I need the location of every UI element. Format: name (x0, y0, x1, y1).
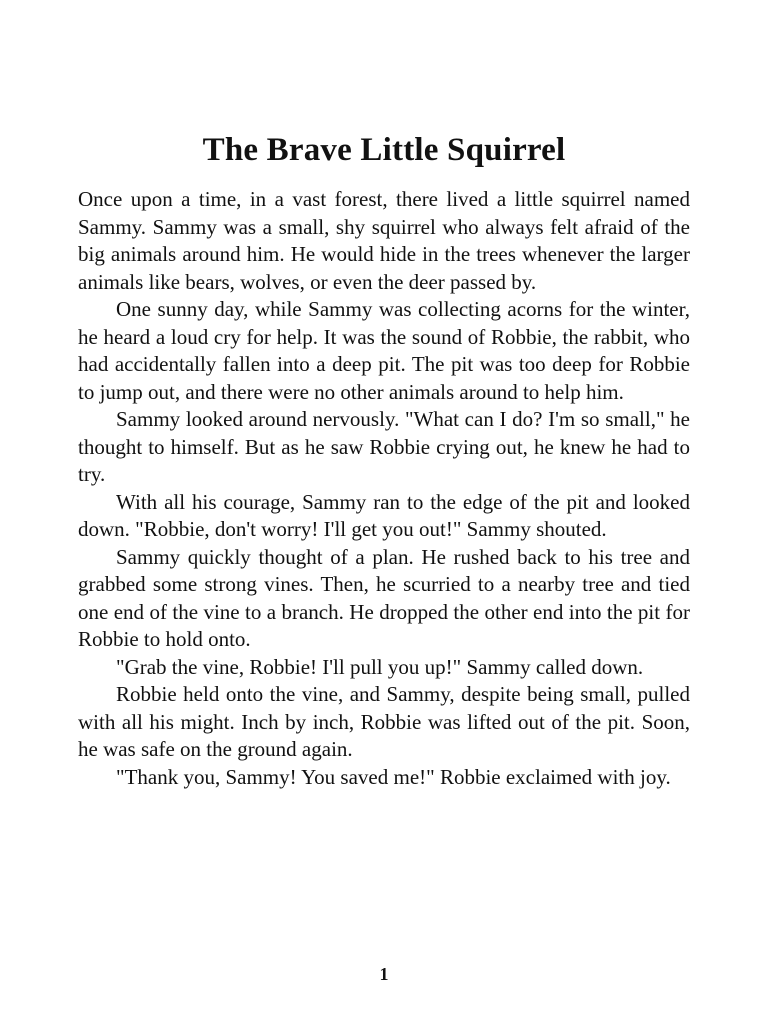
story-paragraph-6: "Grab the vine, Robbie! I'll pull you up!" Sammy called down. (116, 654, 644, 679)
page-number: 1 (379, 964, 389, 984)
story-paragraph-1: Once upon a time, in a vast forest, there lived a little squirrel named Sammy. Sammy was a small, shy squirrel who always felt afraid of the big animals around him. He would hide in the trees whenever the larger animals like bears, wolves, or even the deer passed by. (78, 187, 690, 294)
story-body (78, 186, 690, 791)
story-paragraph-5: Sammy quickly thought of a plan. He rushed back to his tree and grabbed some strong vines. Then, he scurried to a nearby tree and tied one end of the vine to a branch. He dropped the other end into the pit for Robbie to hold onto. (78, 544, 690, 651)
story-paragraph-7: Robbie held onto the vine, and Sammy, despite being small, pulled with all his might. Inch by inch, Robbie was lifted out of the pit. Soon, he was safe on the ground again. (78, 682, 690, 761)
story-paragraph-3: Sammy looked around nervously. "What can I do? I'm so small," he thought to himself. But as he saw Robbie crying out, he knew he had to try. (78, 407, 690, 486)
story-paragraph-2: One sunny day, while Sammy was collecting acorns for the winter, he heard a loud cry for help. It was the sound of Robbie, the rabbit, who had accidentally fallen into a deep pit. The pit was too deep for Robbie to jump out, and there were no other animals around to help him. (78, 297, 690, 404)
story-paragraph-4: With all his courage, Sammy ran to the edge of the pit and looked down. "Robbie, don't worry! I'll get you out!" Sammy shouted. (78, 489, 690, 541)
page-title: The Brave Little Squirrel (202, 132, 566, 168)
story-paragraph-8: "Thank you, Sammy! You saved me!" Robbie exclaimed with joy. (116, 764, 671, 789)
